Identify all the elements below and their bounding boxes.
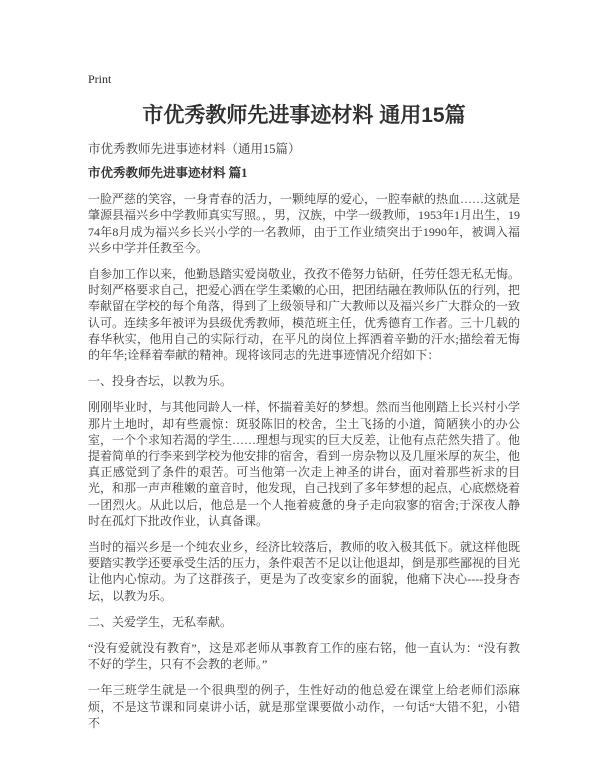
section-heading: 市优秀教师先进事迹材料 篇1 <box>88 166 248 180</box>
document-title: 市优秀教师先进事迹材料 通用15篇 <box>142 104 466 127</box>
paragraph: 自参加工作以来，他勤恳踏实爱岗敬业，孜孜不倦努力钻研，任劳任怨无私无悔。时刻严格要求自己，把爱心洒在学生柔嫩的心田，把团结融在教师队伍的行列，把奉献留在学校的每个角落，得到了上级领导和广大教师以及福兴乡广大群众的一致认可。连续多年被评为县级优秀教师，模范班主任，优秀德育工作者。三十几载的春华秋实，他用自己的实际行动，在平凡的岗位上挥洒着辛勤的汗水;描绘着无悔的年华;诠释着奉献的精神。现将该同志的先进事迹情况介绍如下： <box>88 267 521 363</box>
paragraph: 当时的福兴乡是一个纯农业乡，经济比较落后，教师的收入极其低下。就这样他既要踏实教学还要承受生活的压力，条件艰苦不足以让他退却，倒是那些鄙视的目光让他内心惊动。为了这群孩子，更是为了改变家乡的面貌，他痛下决心----投身杏坛，以教为乐。 <box>88 540 521 603</box>
paragraph: 一脸严慈的笑容，一身青春的活力，一颗纯厚的爱心，一腔奉献的热血……这就是肇源县福兴乡中学教师真实写照。，男，汉族，中学一级教师，1953年1月出生，1974年8月成为福兴乡长兴小学的一名教师，由于工作业绩突出于1990年，被调入福兴乡中学并任教至今。 <box>88 192 521 255</box>
subheading-2: 二、关爱学生，无私奉献。 <box>88 614 233 629</box>
document-subtitle: 市优秀教师先进事迹材料（通用15篇） <box>88 142 301 156</box>
paragraph: 刚刚毕业时，与其他同龄人一样，怀揣着美好的梦想。然而当他刚踏上长兴村小学那片土地时，却有些震惊：斑驳陈旧的校舍，尘土飞扬的小道，简陋狭小的办公室，一个个求知若渴的学生……理想与现实的巨大反差，让他有点茫然失措了。他提着简单的行李来到学校为他安排的宿舍，看到一房杂物以及几厘米厚的灰尘，他真正感觉到了条件的艰苦。可当他第一次走上神圣的讲台，面对着那些祈求的目光，和那一声声稚嫩的童音时，他发现，自己找到了多年梦想的起点，心底燃烧着一团烈火。从此以后，他总是一个人拖着疲惫的身子走向寂寥的宿舍;于深夜人静时在孤灯下批改作业，认真备课。 <box>88 400 521 528</box>
paragraph: “没有爱就没有教育”，这是邓老师从事教育工作的座右铭，他一直认为：“没有教不好的学生，只有不会教的老师。” <box>88 641 520 672</box>
subheading-1: 一、投身杏坛，以教为乐。 <box>88 374 233 389</box>
paragraph: 一年三班学生就是一个很典型的例子，生性好动的他总爱在课堂上给老师们添麻烦，不是这节课和同桌讲小话，就是那堂课要做小动作，一句话“大错不犯，小错不 <box>88 683 520 730</box>
print-link[interactable]: Print <box>88 72 112 86</box>
